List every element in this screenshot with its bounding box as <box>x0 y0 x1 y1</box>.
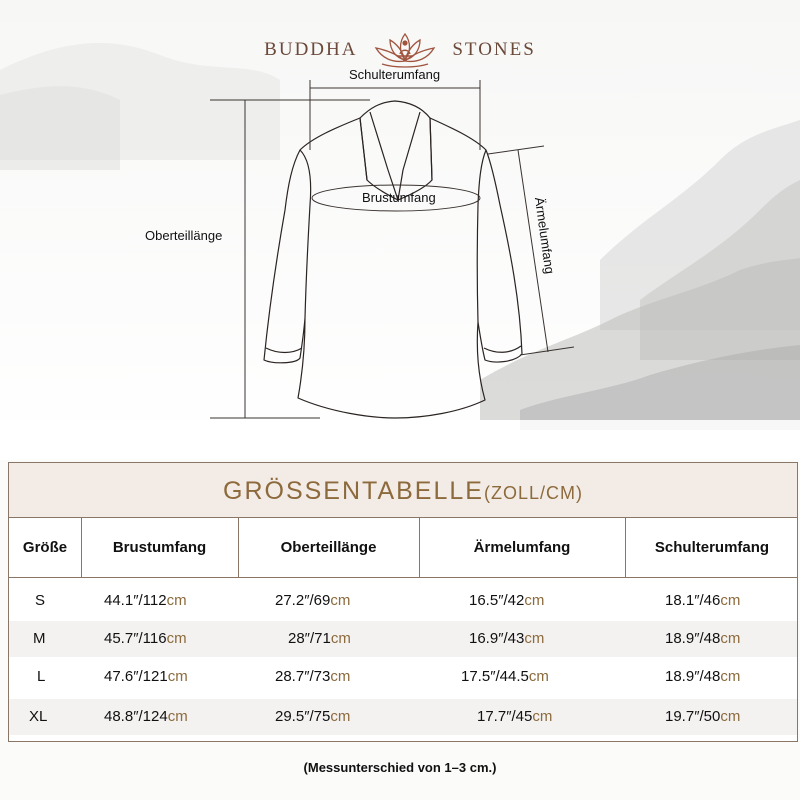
table-title: GRÖSSENTABELLE <box>223 477 484 505</box>
table-title-bar <box>9 463 797 518</box>
header-shoulder: Schulterumfang <box>654 539 770 556</box>
header-sleeve: Ärmelumfang <box>473 539 571 556</box>
length-cell: 28″/71cm <box>288 630 351 647</box>
sleeve-cell: 16.5″/42cm <box>469 592 545 609</box>
table-unit: (ZOLL/CM) <box>483 483 583 503</box>
header-chest: Brustumfang <box>112 539 207 556</box>
chest-cell: 44.1″/112cm <box>104 592 187 609</box>
shoulder-cell: 19.7″/50cm <box>665 708 741 725</box>
table-row <box>9 621 797 657</box>
length-cell: 28.7″/73cm <box>275 668 351 685</box>
sleeve-cell: 16.9″/43cm <box>469 630 545 647</box>
column-divider <box>419 518 420 577</box>
header-divider <box>9 577 797 578</box>
shoulder-cell: 18.1″/46cm <box>665 592 741 609</box>
sleeve-label: Ärmelumfang <box>531 196 558 275</box>
shoulder-label: Schulterumfang <box>349 67 441 82</box>
column-divider <box>81 518 82 577</box>
table-row <box>9 699 797 735</box>
size-cell: S <box>35 592 46 609</box>
table-row <box>9 659 797 695</box>
chest-cell: 48.8″/124cm <box>104 708 188 725</box>
sleeve-cell: 17.5″/44.5cm <box>461 668 549 685</box>
header-length: Oberteillänge <box>280 539 377 556</box>
shoulder-cell: 18.9″/48cm <box>665 630 741 647</box>
length-cell: 29.5″/75cm <box>275 708 351 725</box>
size-cell: XL <box>29 708 48 725</box>
brand-name-left: BUDDHA <box>264 39 358 60</box>
brand-name-right: STONES <box>452 39 536 60</box>
column-divider <box>625 518 626 577</box>
measurement-note: (Messunterschied von 1–3 cm.) <box>303 760 497 775</box>
chest-cell: 47.6″/121cm <box>104 668 188 685</box>
garment-outline <box>264 118 522 418</box>
sleeve-cell: 17.7″/45cm <box>477 708 553 725</box>
length-cell: 27.2″/69cm <box>275 592 351 609</box>
size-table <box>8 462 798 742</box>
header-size: Größe <box>22 539 68 556</box>
size-cell: L <box>37 668 46 685</box>
chest-label: Brustumfang <box>362 190 436 205</box>
shoulder-cell: 18.9″/48cm <box>665 668 741 685</box>
table-row <box>9 583 797 619</box>
length-label: Oberteillänge <box>145 228 223 243</box>
chest-cell: 45.7″/116cm <box>104 630 187 647</box>
column-divider <box>238 518 239 577</box>
size-cell: M <box>33 630 46 647</box>
